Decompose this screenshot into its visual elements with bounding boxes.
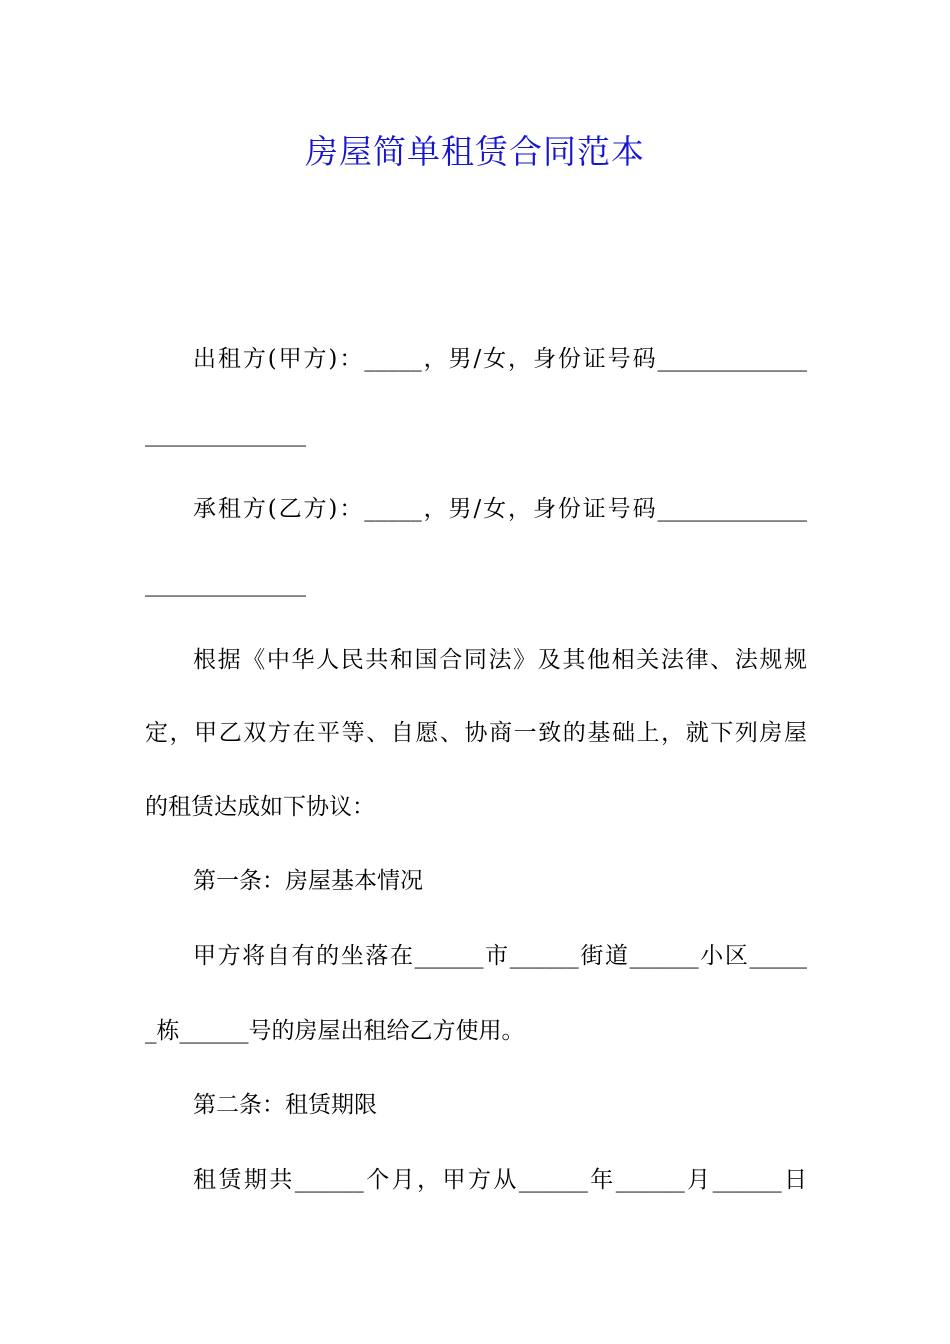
lessor-line: 出租方(甲方)：_____，男/女，身份证号码_____________ xyxy=(193,346,807,372)
lessee-line: 承租方(乙方)：_____，男/女，身份证号码_____________ xyxy=(193,496,807,522)
preamble-line-1: 根据《中华人民共和国合同法》及其他相关法律、法规规 xyxy=(193,647,807,673)
article-2-heading: 第二条：租赁期限 xyxy=(193,1092,377,1118)
article-2-text-line-1: 租赁期共______个月，甲方从______年______月______日 xyxy=(193,1167,807,1193)
preamble-line-3: 的租赁达成如下协议： xyxy=(145,794,375,820)
lessee-id-continuation: ______________ xyxy=(145,571,306,597)
article-1-text-line-1: 甲方将自有的坐落在______市______街道______小区_____ xyxy=(193,943,807,969)
preamble-line-2: 定，甲乙双方在平等、自愿、协商一致的基础上，就下列房屋 xyxy=(145,720,807,746)
lessor-id-continuation: ______________ xyxy=(145,421,306,447)
article-1-heading: 第一条：房屋基本情况 xyxy=(193,868,423,894)
document-title: 房屋简单租赁合同范本 xyxy=(305,132,645,171)
article-1-text-line-2: _栋______号的房屋出租给乙方使用。 xyxy=(145,1018,525,1044)
